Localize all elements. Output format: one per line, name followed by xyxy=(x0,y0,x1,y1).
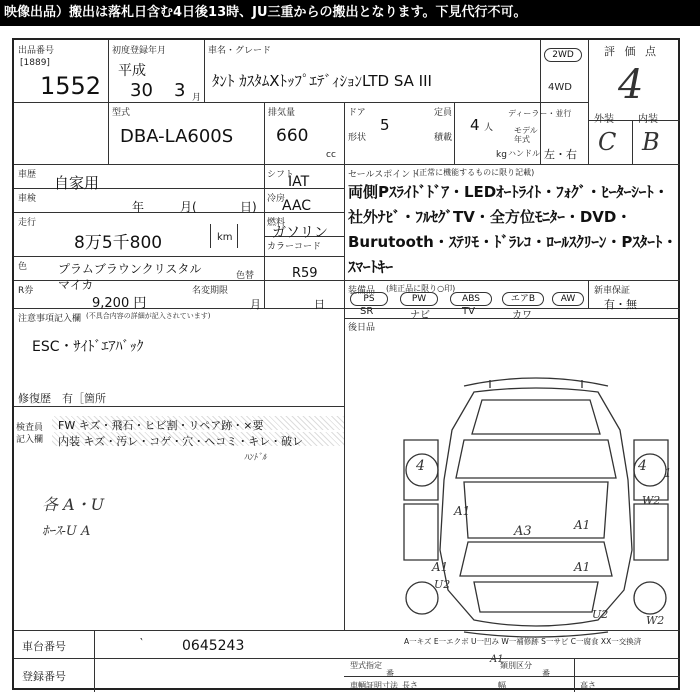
month-unit: 月 xyxy=(192,93,202,103)
notice-banner: 映像出品）搬出は落札日含む4日後13時、JU三重からの搬出となります。下見代行不可。 xyxy=(0,0,700,26)
grid-line xyxy=(14,658,680,659)
drive-4wd: 4WD xyxy=(548,82,572,93)
grid-line xyxy=(14,188,264,189)
interior-label: 内装 xyxy=(638,114,658,125)
handwritten-note-1: 各 A・U xyxy=(42,495,105,514)
dealer-label: ディーラー・並行 xyxy=(508,109,572,118)
grid-line xyxy=(344,102,345,164)
notes-label: 注意事項記入欄 xyxy=(18,314,82,324)
exterior-label: 外装 xyxy=(594,114,614,125)
length-label: 長さ xyxy=(402,681,418,690)
lot-label: 出品番号 xyxy=(18,46,55,56)
mark-u2-right: U2 xyxy=(592,608,609,621)
mark-front-right-4: 4 xyxy=(638,458,647,474)
grid-line xyxy=(588,40,589,164)
ac-value: AAC xyxy=(282,198,312,214)
grid-line xyxy=(574,658,575,692)
chassis-number: 0645243 xyxy=(182,638,245,654)
eval-label: 評 価 点 xyxy=(604,45,659,58)
doors-value: 5 xyxy=(380,116,390,134)
model-label: 型式 xyxy=(112,108,131,118)
registration-label: 登録番号 xyxy=(22,670,66,683)
change-day: 日 xyxy=(314,298,325,311)
hood-outline xyxy=(472,400,600,434)
windshield-outline xyxy=(456,440,616,478)
first-reg-label: 初度登録年月 xyxy=(112,46,167,56)
color-line1: プラムブラウンクリスタル xyxy=(58,262,202,276)
mileage-value: 8万5千800 xyxy=(74,233,163,253)
hand-note: ﾊﾝﾄﾞﾙ xyxy=(244,453,267,463)
inspector-row-fw: FW キズ・飛石・ヒビ割・リペア跡・×要 xyxy=(58,419,264,432)
drive-2wd: 2WD xyxy=(544,48,582,62)
equip-airbag: エアB xyxy=(502,292,544,306)
sales-points-text: 両側Pｽﾗｲﾄﾞﾄﾞｱ・LEDｵｰﾄﾗｲﾄ・ﾌｫｸﾞ・ﾋｰﾀｰｼｰﾄ・社外ﾅﾋﾞ・ﾌﾙｾｸﾞTV・全方位ﾓﾆﾀｰ・DVD・Burutooth・ｽﾃﾘﾓ・ﾄﾞﾗﾚｺ・ﾛｰﾙｽｸﾘｰﾝ・Pｽﾀｰﾄ・ｽﾏｰﾄｷｰ xyxy=(348,183,678,276)
grid-line xyxy=(14,164,680,165)
inspection-month: 月( xyxy=(180,200,197,214)
lot-number: 1552 xyxy=(40,72,102,100)
capacity-label: 定員 xyxy=(434,108,453,118)
change-label: 名変期限 xyxy=(192,286,229,296)
right-rear-wheel xyxy=(634,582,666,614)
warranty-value: 有・無 xyxy=(604,298,637,311)
grid-line xyxy=(344,676,680,677)
width-label: 幅 xyxy=(498,681,506,690)
displacement-value: 660 xyxy=(276,126,309,146)
car-diagram xyxy=(394,370,678,640)
handle-label: ハンドル xyxy=(508,149,540,158)
grid-line xyxy=(588,280,589,308)
class-label: 類別区分 xyxy=(500,661,532,670)
name-grade: ﾀﾝﾄ ｶｽﾀﾑXﾄｯﾌﾟｴﾃﾞｨｼｮﾝLTD SA III xyxy=(212,72,432,90)
mark-w2-lower: W2 xyxy=(646,614,665,627)
equip-pw: PW xyxy=(400,292,438,306)
mileage-label: 走行 xyxy=(18,218,37,228)
interior-grade: B xyxy=(642,128,660,156)
grid-line xyxy=(108,40,109,164)
mark-a1-left: A1 xyxy=(454,504,471,518)
model-type-label: 型式指定 xyxy=(350,661,382,670)
equip-abs: ABS xyxy=(450,292,492,306)
displacement-label: 排気量 xyxy=(268,108,296,118)
notes-sub: (不具合内容の詳細が記入されています) xyxy=(86,312,211,320)
inspection-day: 日) xyxy=(240,200,257,214)
repair-label: 修復歴 xyxy=(18,392,51,405)
persons-unit: 人 xyxy=(484,123,494,133)
use-value: 自家用 xyxy=(54,174,100,192)
grid-line xyxy=(14,406,344,407)
mark-a1-right: A1 xyxy=(574,518,591,532)
equipment-label: 装備品 xyxy=(348,286,376,296)
grid-line xyxy=(14,308,344,309)
equip-sr: SR xyxy=(360,306,374,317)
color-code-label: カラーコード xyxy=(267,242,322,252)
right-rear-door xyxy=(634,504,668,560)
grid-line xyxy=(344,318,680,319)
mark-u2-left: U2 xyxy=(434,578,451,591)
damage-legend: A一キズ E一エクボ U一凹み W一補修跡 S一サビ C一腐食 XX一交換済 xyxy=(404,637,642,646)
size-label: 車輌証明寸法 xyxy=(350,681,398,690)
mark-a1-left-rear: A1 xyxy=(432,560,449,574)
notes-content: ESC・ｻｲﾄﾞｴｱﾊﾞｯｸ xyxy=(32,339,144,355)
sales-points-label: セールスポイント xyxy=(348,170,420,180)
mark-a1-right-rear: A1 xyxy=(574,560,591,574)
color-label: 色 xyxy=(18,262,28,272)
km-unit: km xyxy=(217,232,233,243)
reg-month: 3 xyxy=(174,80,186,101)
bumper-mark xyxy=(490,380,582,388)
grid-line xyxy=(264,164,265,308)
grid-line xyxy=(204,40,205,102)
shift-value: IAT xyxy=(288,174,310,190)
equip-aw: AW xyxy=(552,292,584,306)
era: 平成 xyxy=(118,63,146,79)
model-value: DBA-LA600S xyxy=(120,126,234,147)
mark-a3-roof: A3 xyxy=(514,524,532,539)
kg-unit: kg xyxy=(496,150,507,160)
km-box xyxy=(210,224,238,248)
handle-value: 左・右 xyxy=(544,148,577,161)
color-no-label: 色替 xyxy=(236,271,255,281)
height-label: 高さ xyxy=(580,681,596,690)
color-code-value: R59 xyxy=(292,266,318,281)
repair-value: 有［箇所 xyxy=(62,392,106,405)
grid-line xyxy=(632,120,633,164)
inspection-label: 車検 xyxy=(18,194,37,204)
tax-value: 9,200 円 xyxy=(92,296,147,311)
load-label: 積載 xyxy=(434,133,453,143)
model-type-no: 番 xyxy=(386,669,394,678)
handwritten-note-2: ﾎｰｽ-U A xyxy=(42,524,91,539)
shape-label: 形状 xyxy=(348,133,367,143)
doors-label: ドア xyxy=(348,108,366,118)
shift-label: シフト xyxy=(267,170,295,180)
cc-unit: cc xyxy=(326,150,336,160)
inspector-row-interior: 内装 キズ・汚レ・コゲ・穴・ヘコミ・キレ・破レ xyxy=(58,435,304,448)
front-bumper-outline xyxy=(464,378,608,386)
grid-line xyxy=(540,40,541,164)
grid-line xyxy=(108,102,588,103)
grid-line xyxy=(344,164,345,630)
mark-front-left-4: 4 xyxy=(416,458,425,474)
mark-1: 1 xyxy=(664,466,672,480)
chassis-label: 車台番号 xyxy=(22,640,66,653)
inspection-year: 年 xyxy=(132,200,145,214)
lot-sub: [1889] xyxy=(20,58,50,68)
new-car-label: 新車保証 xyxy=(594,286,631,296)
model-year-label: モデル 年式 xyxy=(514,126,538,144)
mark-w2-upper: W2 xyxy=(642,494,661,507)
fuel-label: 燃料 xyxy=(267,218,286,228)
after-items-label: 後日品 xyxy=(348,323,376,333)
equip-tv: TV xyxy=(462,306,475,317)
trunk-outline xyxy=(474,582,598,612)
equipment-note: (純正品に限り○印) xyxy=(386,284,456,293)
change-month: 月 xyxy=(250,298,261,311)
equip-ps: PS xyxy=(350,292,388,306)
grid-line xyxy=(14,280,680,281)
name-grade-label: 車名・グレード xyxy=(208,46,272,56)
capacity-value: 4 xyxy=(470,116,480,134)
equip-leather: カワ xyxy=(512,310,532,321)
class-no: 番 xyxy=(542,669,550,678)
reg-year: 30 xyxy=(130,80,153,101)
chassis-mark: ‵ xyxy=(140,636,143,650)
sales-points-note: (正常に機能するものに限り記載) xyxy=(416,168,535,177)
tax-label: R券 xyxy=(18,286,34,296)
color-line2: マイカ xyxy=(58,278,94,292)
grid-line xyxy=(454,102,455,164)
ac-label: 冷房 xyxy=(267,194,286,204)
use-label: 車歴 xyxy=(18,170,37,180)
grid-line xyxy=(94,630,95,692)
grid-line xyxy=(264,102,265,164)
eval-score: 4 xyxy=(618,62,644,108)
fuel-value: ガソリン xyxy=(272,225,328,241)
equip-navi: ナビ xyxy=(410,310,430,321)
left-rear-door xyxy=(404,504,438,560)
inspector-label-1: 検査員 xyxy=(16,423,44,433)
exterior-grade: C xyxy=(598,128,617,156)
grid-line xyxy=(14,256,344,257)
mark-a1-rear: A1 xyxy=(490,654,504,665)
auction-sheet xyxy=(12,38,680,690)
inspector-label-2: 記入欄 xyxy=(16,435,44,445)
